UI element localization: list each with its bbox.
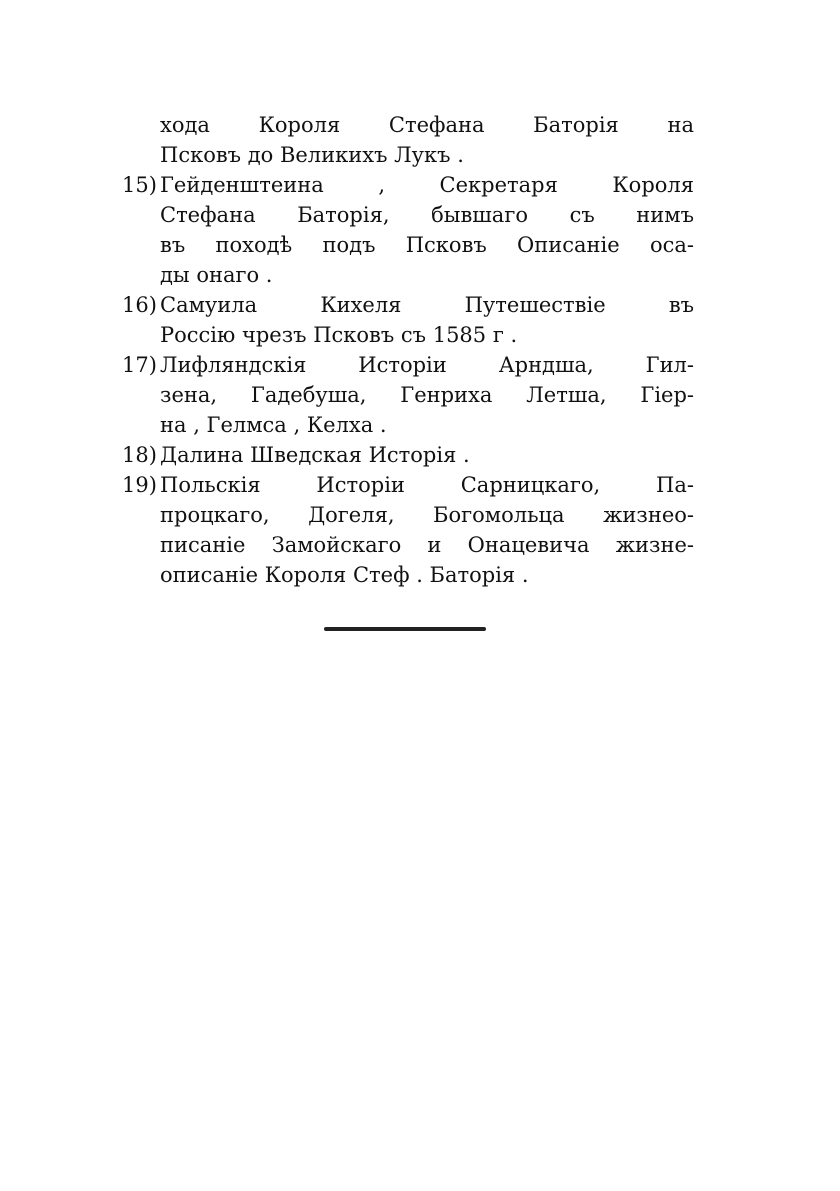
entry-16 xyxy=(122,290,694,320)
line-text: Россію чрезъ Псковъ съ 1585 г . xyxy=(160,323,518,347)
text-line xyxy=(122,500,694,530)
text-line xyxy=(122,230,694,260)
text-line xyxy=(122,140,694,170)
entry-18 xyxy=(122,440,694,470)
line-text: въ походѣ подъ Псковъ Описаніе оса- xyxy=(160,233,694,257)
text-line xyxy=(122,320,694,350)
line-text: хода Короля Стефана Баторія на xyxy=(160,113,694,137)
text-line xyxy=(122,200,694,230)
text-line xyxy=(122,530,694,560)
text-line xyxy=(122,560,694,590)
entry-15 xyxy=(122,170,694,200)
line-text: Гейденштеина , Секретаря Короля xyxy=(160,173,694,197)
text-line xyxy=(122,380,694,410)
text-line xyxy=(122,110,694,140)
text-line xyxy=(122,410,694,440)
entry-number: 16) xyxy=(122,293,157,317)
entry-number: 15) xyxy=(122,173,157,197)
entry-19 xyxy=(122,470,694,500)
entry-number: 17) xyxy=(122,353,157,377)
line-text: на , Гелмса , Келха . xyxy=(160,413,387,437)
entry-number: 18) xyxy=(122,443,157,467)
line-text: писаніе Замойскаго и Онацевича жизне- xyxy=(160,533,694,557)
entry-number: 19) xyxy=(122,473,157,497)
bibliography-text xyxy=(122,110,694,590)
end-rule xyxy=(324,627,486,631)
line-text: описаніе Короля Стеф . Баторія . xyxy=(160,563,529,587)
line-text: Самуила Кихеля Путешествіе въ xyxy=(160,293,694,317)
line-text: Польскія Исторіи Сарницкаго, Па- xyxy=(160,473,694,497)
line-text: Псковъ до Великихъ Лукъ . xyxy=(160,143,464,167)
line-text: Лифляндскія Исторіи Арндша, Гил- xyxy=(160,353,694,377)
text-line xyxy=(122,260,694,290)
line-text: ды онаго . xyxy=(160,263,273,287)
line-text: зена, Гадебуша, Генриха Летша, Гіер- xyxy=(160,383,694,407)
line-text: Далина Шведская Исторія . xyxy=(160,443,470,467)
entry-17 xyxy=(122,350,694,380)
line-text: Стефана Баторія, бывшаго съ нимъ xyxy=(160,203,694,227)
line-text: процкаго, Догеля, Богомольца жизнео- xyxy=(160,503,694,527)
